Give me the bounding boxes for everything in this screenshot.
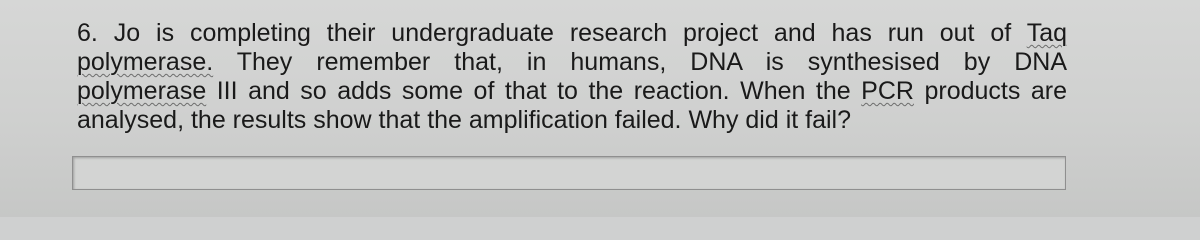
question-line-2	[77, 48, 1067, 77]
question-line-2-text: They remember that, in humans, DNA is synthesised by DNA	[213, 48, 1067, 76]
question-line-3-text-b: products are	[913, 77, 1067, 105]
spellcheck-word-taq: Taq	[1026, 19, 1067, 47]
question-line-1-text: 6. Jo is completing their undergraduate research project and has run out of	[77, 19, 1027, 47]
question-line-4	[77, 106, 1067, 135]
question-line-3	[77, 77, 1067, 106]
spellcheck-word-pcr: PCR	[861, 77, 914, 105]
spellcheck-word-polymerase: polymerase.	[77, 48, 214, 76]
question-line-3-text-a: III and so adds some of that to the reaction. When the	[206, 77, 862, 105]
question-text	[77, 19, 1067, 135]
question-line-1	[77, 19, 1067, 48]
answer-input[interactable]	[72, 156, 1066, 190]
question-line-4-text: analysed, the results show that the amplification failed. Why did it fail?	[77, 106, 852, 134]
spellcheck-word-polymerase-2: polymerase	[77, 77, 207, 105]
